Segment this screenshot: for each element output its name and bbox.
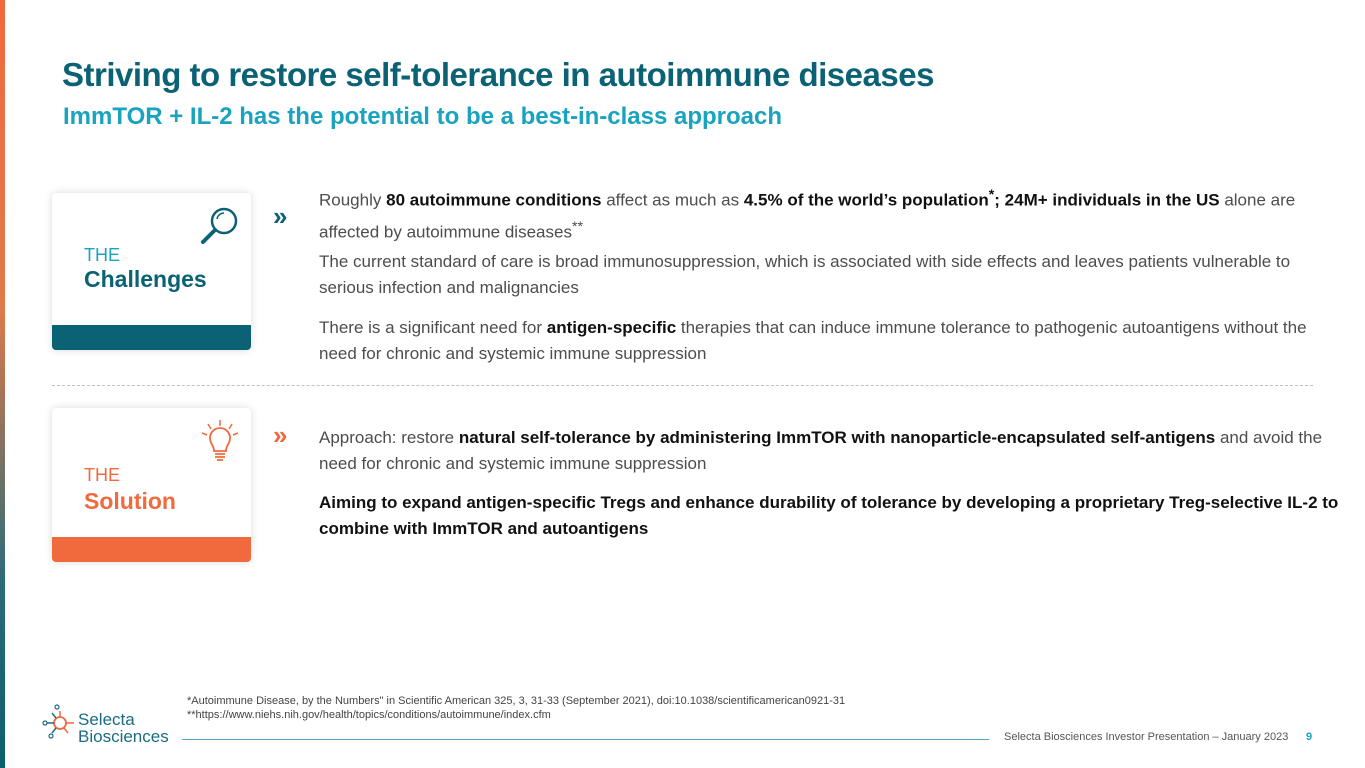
selecta-logo <box>42 703 177 745</box>
slide-title: Striving to restore self-tolerance in autoimmune diseases <box>62 56 934 93</box>
challenges-paragraph-2: The current standard of care is broad immunosuppression, which is associated with side effects and leaves patients vulnerable to serious infection and malignancies <box>319 252 1291 297</box>
section-divider <box>52 385 1313 386</box>
solution-card <box>52 408 251 562</box>
card-label-solution: Solution <box>84 488 176 514</box>
logo-text-line-2: Biosciences <box>78 727 169 746</box>
footnote-2: **https://www.niehs.nih.gov/health/topics/conditions/autoimmune/index.cfm <box>187 709 551 721</box>
card-label-challenges: Challenges <box>84 266 207 292</box>
card-strip <box>52 325 251 350</box>
footnote-1: *Autoimmune Disease, by the Numbers" in Scientific American 325, 3, 31-33 (September 2021), doi:10.1038/scientificamerican0921-31 <box>187 695 846 707</box>
magnifier-icon <box>198 205 240 247</box>
solution-paragraph-2: Aiming to expand antigen-specific Tregs and enhance durability of tolerance by developing a proprietary Treg-selective IL-2 to combine with ImmTOR and autoantigens <box>319 493 1339 538</box>
card-strip <box>52 537 251 562</box>
accent-bar <box>0 0 5 768</box>
challenges-paragraph-3: There is a significant need for antigen-specific therapies that can induce immune tolerance to pathogenic autoantigens without the need for chronic and systemic immune suppression <box>319 318 1307 363</box>
logo-text-line-1: Selecta <box>78 710 135 729</box>
footer-text: Selecta Biosciences Investor Presentation – January 2023 <box>1004 731 1289 743</box>
chevron-right-icon: » <box>273 201 288 231</box>
slide-subtitle: ImmTOR + IL-2 has the potential to be a best-in-class approach <box>63 103 783 130</box>
page-number: 9 <box>1306 731 1313 743</box>
solution-paragraph-1: Approach: restore natural self-tolerance by administering ImmTOR with nanoparticle-encapsulated self-antigens and avoid the need for chronic and systemic immune suppression <box>319 428 1323 473</box>
lightbulb-icon <box>200 418 240 464</box>
challenges-paragraph-1: Roughly 80 autoimmune conditions affect as much as 4.5% of the world’s population*; 24M+ individuals in the US alone are affected by autoimmune diseases** <box>319 187 1296 242</box>
chevron-right-icon: » <box>273 420 288 450</box>
card-label-the: THE <box>84 465 120 485</box>
selecta-logo-icon <box>42 703 78 745</box>
footer-rule <box>182 739 989 740</box>
challenges-card <box>52 193 251 350</box>
card-label-the: THE <box>84 245 120 265</box>
